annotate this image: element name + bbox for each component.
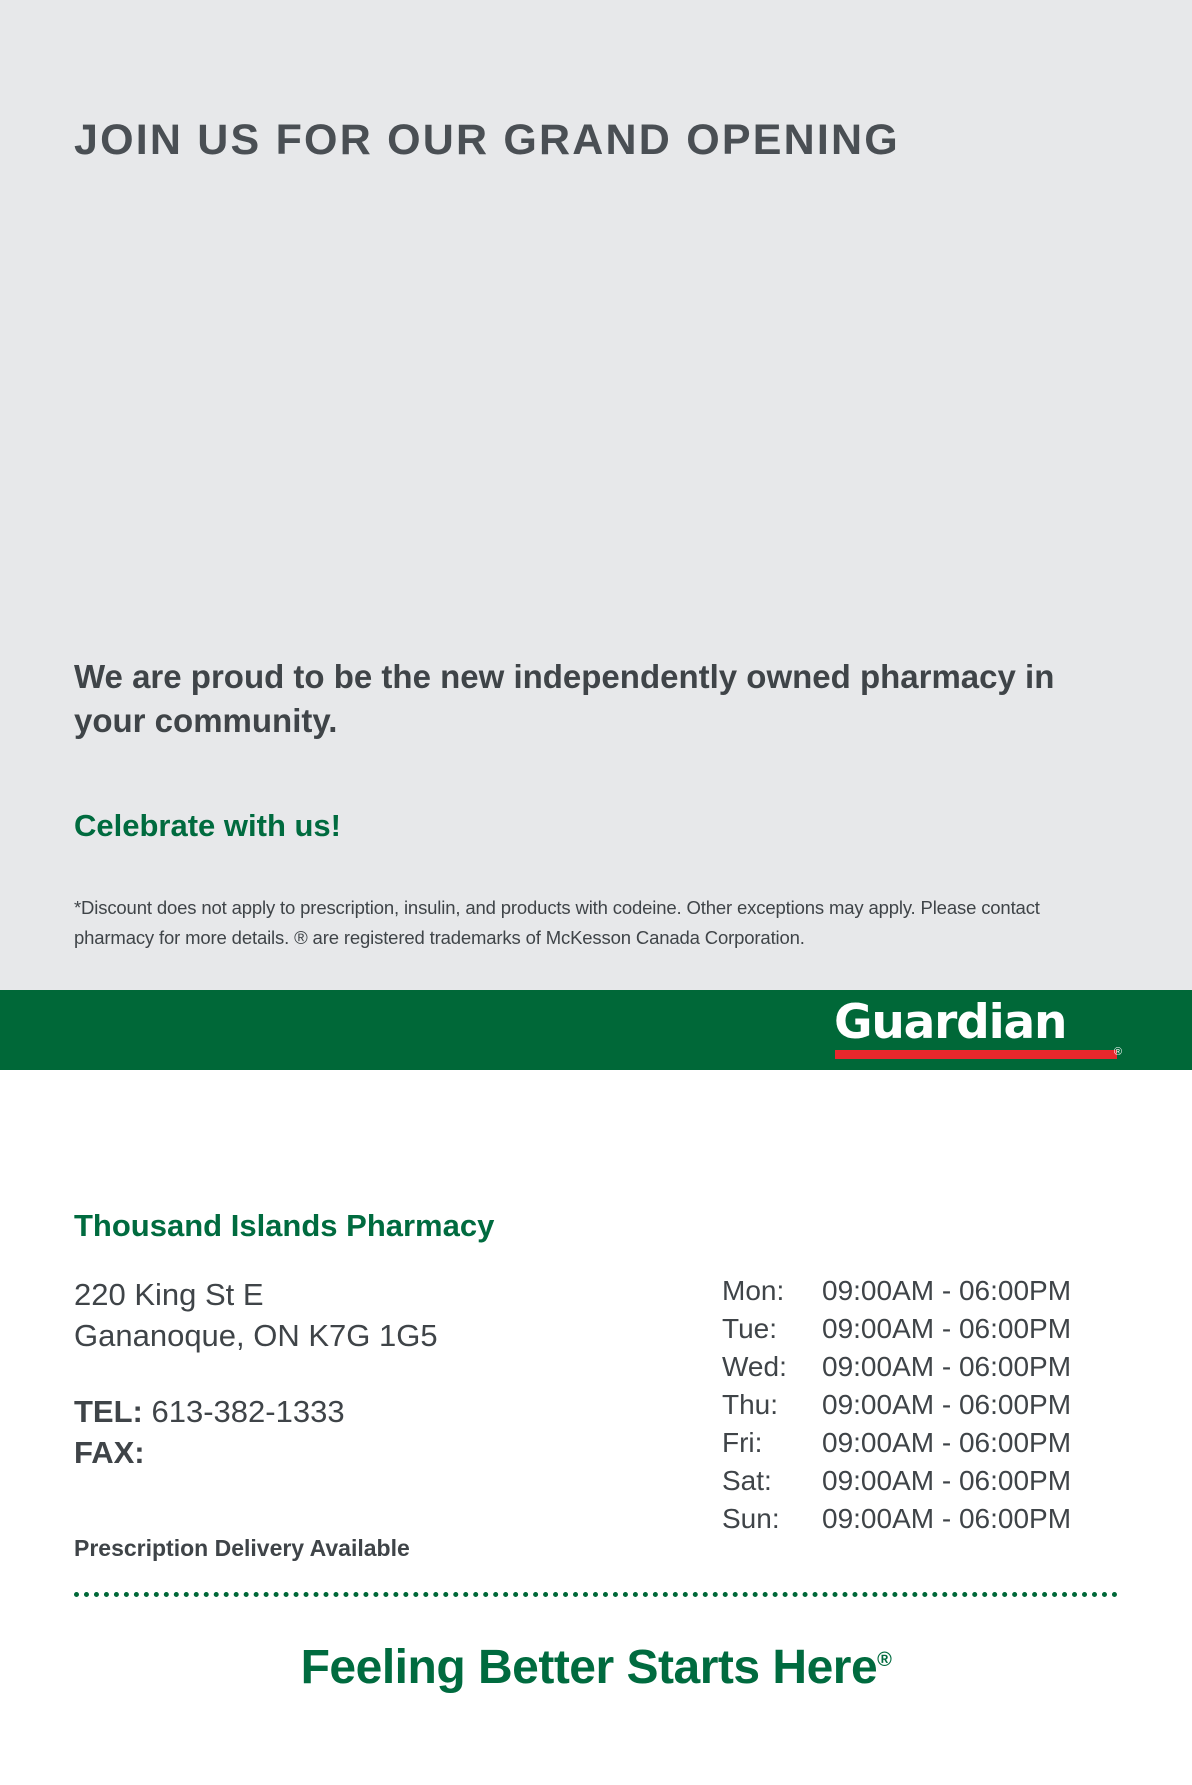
dotted-divider [74, 1592, 1118, 1597]
disclaimer-text: *Discount does not apply to prescription, insulin, and products with codeine. Other exceptions may apply. Please contact pharmacy for more details. ® are registered trademarks of McKesson Canada Corporation. [74, 897, 1040, 948]
hours-time: 09:00AM - 06:00PM [822, 1313, 1072, 1344]
page-title: JOIN US FOR OUR GRAND OPENING [74, 116, 900, 164]
tagline-registered-icon: ® [877, 1649, 892, 1671]
hours-time: 09:00AM - 06:00PM [822, 1389, 1072, 1420]
hours-row [722, 1386, 1122, 1424]
fax-label: FAX: [74, 1434, 145, 1470]
telephone-row [74, 1392, 345, 1433]
fax-row [74, 1433, 345, 1474]
hours-row [722, 1272, 1122, 1310]
hours-time: 09:00AM - 06:00PM [822, 1275, 1072, 1306]
guardian-logo [834, 995, 1122, 1064]
hours-time: 09:00AM - 06:00PM [822, 1503, 1072, 1534]
hours-time: 09:00AM - 06:00PM [822, 1427, 1072, 1458]
hours-time: 09:00AM - 06:00PM [822, 1351, 1072, 1382]
hours-row [722, 1424, 1122, 1462]
registered-mark-icon: ® [1113, 1046, 1122, 1058]
hours-row [722, 1462, 1122, 1500]
hours-day: Fri: [722, 1427, 763, 1458]
logo-underbar [835, 1050, 1117, 1059]
hours-row [722, 1310, 1122, 1348]
tagline [0, 1640, 1192, 1695]
hours-day: Mon: [722, 1275, 785, 1306]
telephone-value: 613-382-1333 [151, 1394, 345, 1429]
hours-day: Sat: [722, 1465, 772, 1496]
hours-day: Sun: [722, 1503, 780, 1534]
hours-day: Wed: [722, 1351, 787, 1382]
delivery-note: Prescription Delivery Available [74, 1535, 410, 1561]
store-contact [74, 1392, 345, 1474]
hours-day: Thu: [722, 1389, 779, 1420]
tagline-text: Feeling Better Starts Here [300, 1641, 878, 1694]
hours-row [722, 1348, 1122, 1386]
telephone-label: TEL: [74, 1394, 143, 1429]
celebrate-heading: Celebrate with us! [74, 808, 341, 843]
store-hours [722, 1272, 1122, 1538]
address-line-1: 220 King St E [74, 1277, 264, 1312]
lead-paragraph: We are proud to be the new independently owned pharmacy in your community. [74, 658, 1055, 739]
guardian-wordmark: Guardian [834, 995, 1067, 1050]
hours-time: 09:00AM - 06:00PM [822, 1465, 1072, 1496]
hours-row [722, 1500, 1122, 1538]
store-address [74, 1275, 438, 1357]
address-line-2: Gananoque, ON K7G 1G5 [74, 1317, 438, 1353]
hours-day: Tue: [722, 1313, 777, 1344]
store-name: Thousand Islands Pharmacy [74, 1208, 495, 1243]
